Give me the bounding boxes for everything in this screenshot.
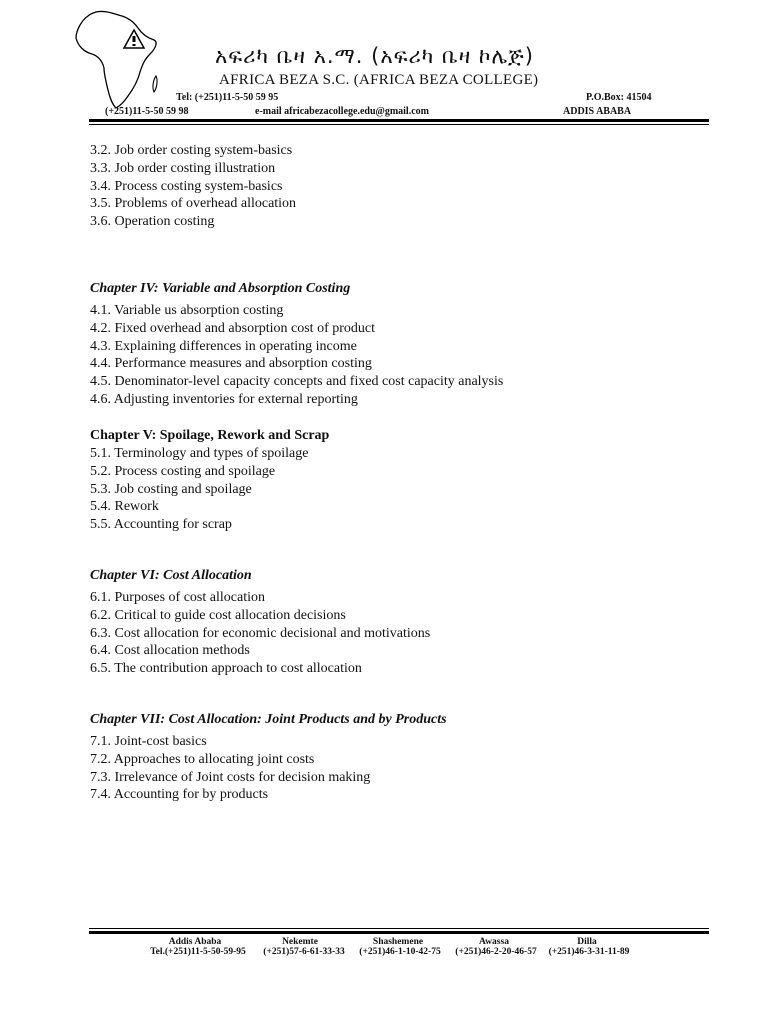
footer-tel-row [140, 947, 640, 957]
branch-city: Awassa [479, 937, 509, 947]
branch-tel: (+251)46-2-20-46-57 [455, 947, 537, 957]
header-pobox: P.O.Box: 41504 [586, 92, 652, 103]
section-chapter-3-continued [90, 142, 710, 231]
branch-tel: Tel.(+251)11-5-50-59-95 [150, 947, 246, 957]
list-item: 6.4. Cost allocation methods [90, 643, 250, 659]
list-item: 5.5. Accounting for scrap [90, 517, 232, 533]
chapter-heading: Chapter VI: Cost Allocation [90, 568, 252, 583]
branch-tel: (+251)46-3-31-11-89 [548, 947, 630, 957]
branch-city: Shashemene [372, 937, 424, 947]
list-item: 7.1. Joint-cost basics [90, 734, 207, 749]
list-item: 3.6. Operation costing [90, 214, 215, 230]
list-item: 3.3. Job order costing illustration [90, 160, 276, 176]
chapter-heading: Chapter V: Spoilage, Rework and Scrap [90, 428, 330, 443]
chapter-heading: Chapter IV: Variable and Absorption Costing [90, 281, 351, 296]
college-name-amharic: አፍሪካ ቤዛ አ.ማ. (አፍሪካ ቤዛ ኮሌጅ) [215, 44, 534, 68]
footer-branches [140, 937, 640, 957]
list-item: 4.3. Explaining differences in operating income [90, 338, 357, 354]
branch-city: Dilla [577, 937, 597, 947]
africa-map-logo [74, 8, 166, 112]
list-item: 4.1. Variable us absorption costing [90, 303, 284, 318]
footer-rule-thin [89, 928, 709, 929]
list-item: 5.3. Job costing and spoilage [90, 481, 252, 497]
list-item: 3.5. Problems of overhead allocation [90, 196, 297, 212]
list-item: 4.6. Adjusting inventories for external reporting [90, 391, 358, 407]
header-rule-thick [89, 119, 709, 122]
header-rule-thin [89, 124, 709, 125]
section-chapter-6 [90, 567, 710, 678]
section-chapter-7 [90, 711, 710, 804]
list-item: 4.4. Performance measures and absorption costing [90, 356, 372, 372]
footer-city-row [140, 937, 640, 947]
list-item: 5.1. Terminology and types of spoilage [90, 446, 309, 461]
list-item: 4.2. Fixed overhead and absorption cost of product [90, 320, 375, 336]
branch-tel: (+251)46-1-10-42-75 [359, 947, 441, 957]
header-email: e-mail africabezacollege.edu@gmail.com [255, 106, 429, 117]
africa-map-icon [74, 8, 166, 112]
branch-city: Addis Ababa [168, 937, 222, 947]
list-item: 3.4. Process costing system-basics [90, 178, 283, 194]
list-item: 4.5. Denominator-level capacity concepts and fixed cost capacity analysis [90, 374, 504, 390]
branch-city: Nekemte [282, 937, 318, 947]
list-item: 6.3. Cost allocation for economic decisional and motivations [90, 625, 431, 641]
list-item: 6.1. Purposes of cost allocation [90, 590, 265, 605]
list-item: 7.3. Irrelevance of Joint costs for decision making [90, 769, 371, 785]
list-item: 7.4. Accounting for by products [90, 787, 269, 803]
list-item: 5.2. Process costing and spoilage [90, 463, 276, 479]
branch-tel: (+251)57-6-61-33-33 [263, 947, 345, 957]
chapter-heading: Chapter VII: Cost Allocation: Joint Products and by Products [90, 712, 447, 727]
list-item: 7.2. Approaches to allocating joint costs [90, 751, 315, 767]
list-item: 6.2. Critical to guide cost allocation decisions [90, 607, 346, 623]
section-chapter-5 [90, 427, 710, 534]
section-chapter-4 [90, 280, 710, 409]
header-tel2: (+251)11-5-50 59 98 [105, 106, 189, 117]
footer-rule-thick [89, 931, 709, 934]
college-name-english: AFRICA BEZA S.C. (AFRICA BEZA COLLEGE) [219, 72, 539, 88]
list-item: 5.4. Rework [90, 499, 159, 515]
header-tel: Tel: (+251)11-5-50 59 95 [176, 92, 279, 103]
list-item: 6.5. The contribution approach to cost allocation [90, 661, 362, 677]
header-city: ADDIS ABABA [563, 106, 632, 117]
list-item: 3.2. Job order costing system-basics [90, 143, 293, 158]
